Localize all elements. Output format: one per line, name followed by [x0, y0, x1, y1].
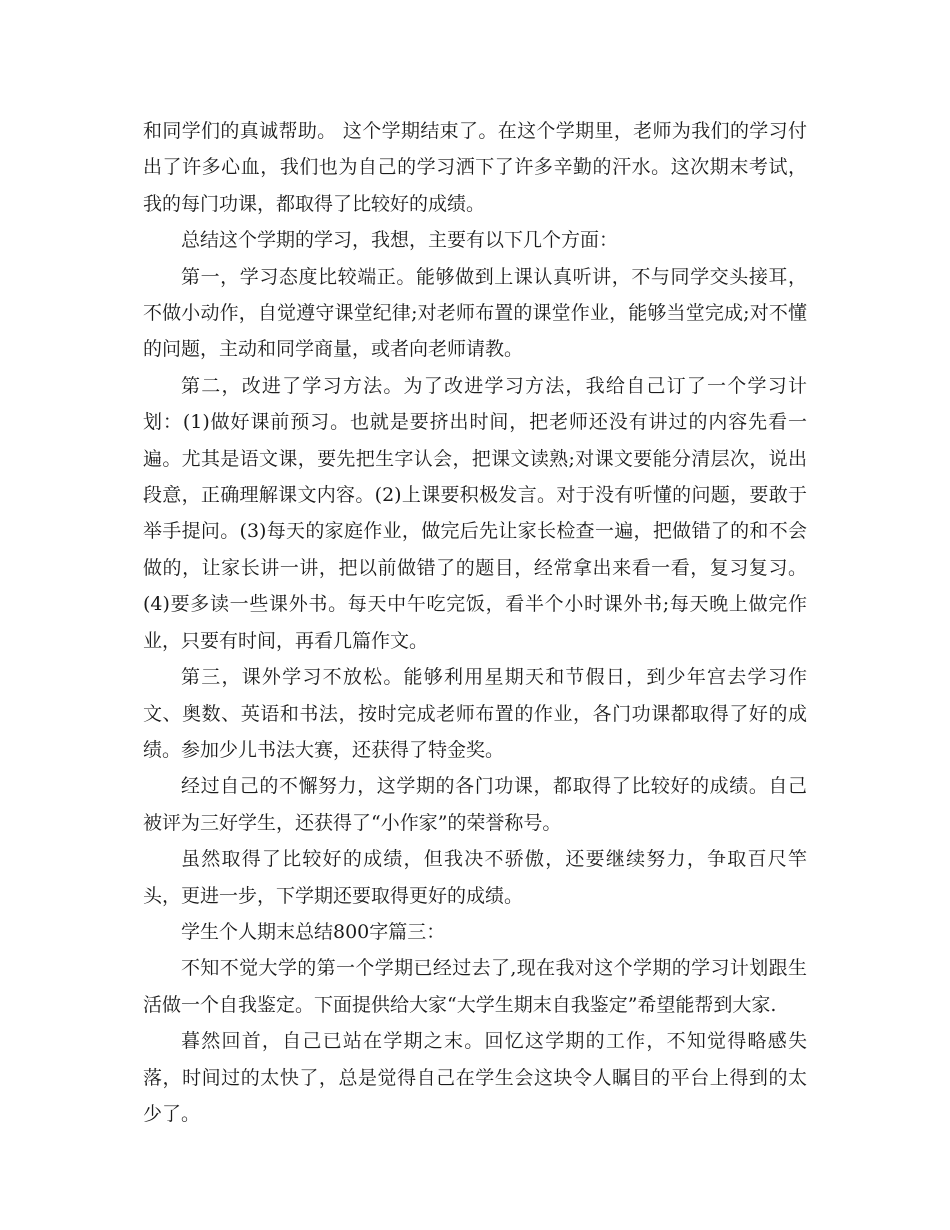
paragraph-2: 总结这个学期的学习，我想，主要有以下几个方面：: [181, 229, 619, 252]
paragraph-9: 不知不觉大学的第一个学期已经过去了,现在我对这个学期的学习计划跟生活做一个自我鉴定。下面提供给大家“大学生期末自我鉴定”希望能帮到大家.: [143, 957, 807, 1016]
section-heading: 学生个人期末总结800字篇三：: [181, 920, 446, 943]
paragraph-3: 第一，学习态度比较端正。能够做到上课认真听讲，不与同学交头接耳，不做小动作，自觉遵守课堂纪律;对老师布置的课堂作业，能够当堂完成;对不懂的问题，主动和同学商量，或者向老师请教。: [143, 265, 807, 361]
paragraph-10: 暮然回首，自己已站在学期之末。回忆这学期的工作，不知觉得略感失落，时间过的太快了，总是觉得自己在学生会这块令人瞩目的平台上得到的太少了。: [143, 1030, 807, 1125]
paragraph-1: 和同学们的真诚帮助。 这个学期结束了。在这个学期里，老师为我们的学习付出了许多心血，我们也为自己的学习洒下了许多辛勤的汗水。这次期末考试，我的每门功课，都取得了比较好的成绩。: [143, 120, 807, 215]
document-body: [143, 113, 807, 1132]
paragraph-5: 第三，课外学习不放松。能够利用星期天和节假日，到少年宫去学习作文、奥数、英语和书法，按时完成老师布置的作业，各门功课都取得了好的成绩。参加少儿书法大赛，还获得了特金奖。: [143, 666, 807, 761]
paragraph-4: 第二，改进了学习方法。为了改进学习方法，我给自己订了一个学习计划：(1)做好课前预习。也就是要挤出时间，把老师还没有讲过的内容先看一遍。尤其是语文课，要先把生字认会，把课文读熟;对课文要能分清层次，说出段意，正确理解课文内容。(2)上课要积极发言。对于没有听懂的问题，要敢于举手提问。(3)每天的家庭作业，做完后先让家长检查一遍，把做错了的和不会做的，让家长讲一讲，把以前做错了的题目，经常拿出来看一看，复习复习。(4)要多读一些课外书。每天中午吃完饭，看半个小时课外书;每天晚上做完作业，只要有时间，再看几篇作文。: [143, 374, 807, 652]
paragraph-6: 经过自己的不懈努力，这学期的各门功课，都取得了比较好的成绩。自己被评为三好学生，还获得了“小作家”的荣誉称号。: [143, 775, 807, 834]
paragraph-7: 虽然取得了比较好的成绩，但我决不骄傲，还要继续努力，争取百尺竿头，更进一步，下学期还要取得更好的成绩。: [143, 848, 807, 907]
